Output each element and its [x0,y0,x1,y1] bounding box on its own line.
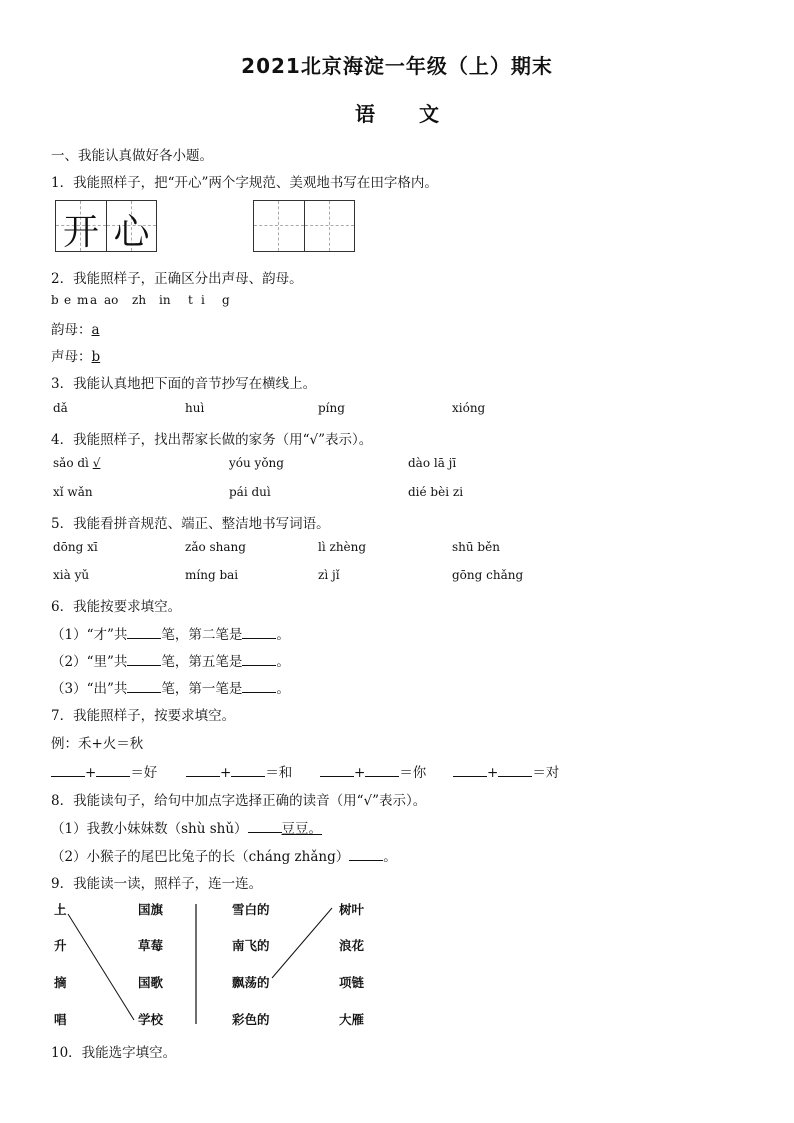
word-pinyin: gōng chǎng [452,568,524,582]
chore-item[interactable]: dié bèi zi [408,485,464,499]
chore-item[interactable]: pái duì [229,485,271,499]
match-word-col3[interactable]: 南飞的 [232,938,270,953]
check-mark: √ [92,456,101,470]
q7-equation: + ＝对 [453,761,559,781]
match-word-col1[interactable]: 升 [54,938,67,953]
word-pinyin: zǎo shang [185,540,246,554]
q5-text: 5．我能看拼音规范、端正、整洁地书写词语。 [51,516,330,532]
yunmu-line: 韵母：a [51,322,100,338]
q3-text: 3．我能认真地把下面的音节抄写在横线上。 [51,376,317,392]
q7-equation: + ＝好 [51,761,157,781]
letter-item: a [90,293,98,307]
shengmu-example: b [91,349,101,365]
chore-item[interactable]: xǐ wǎn [53,485,93,499]
subject-char-2: 文 [419,102,439,126]
subject-char-1: 语 [355,102,375,126]
syllable: xióng [452,401,486,415]
match-word-col3[interactable]: 彩色的 [232,1012,270,1027]
match-word-col1[interactable]: 上 [54,902,67,917]
match-word-col4[interactable]: 项链 [339,975,365,990]
q10-text: 10．我能选字填空。 [51,1045,177,1061]
word-pinyin: zì jǐ [318,568,340,582]
letter-item: b [51,293,59,307]
q6-item: （3）“出”共 笔，第一笔是 。 [51,681,290,697]
q2-text: 2．我能照样子，正确区分出声母、韵母。 [51,271,303,287]
page-title: 2021北京海淀一年级（上）期末 [241,54,553,78]
q6-item: （2）“里”共 笔，第五笔是 。 [51,654,290,670]
syllable: huì [185,401,205,415]
word-pinyin: shū běn [452,540,500,554]
q7-text: 7．我能照样子，按要求填空。 [51,708,236,724]
word-pinyin: míng bai [185,568,239,582]
letter-item: m [77,293,89,307]
chore-item[interactable]: dào lā jī [408,456,457,470]
word-pinyin: xià yǔ [53,568,90,582]
connect-line-example-2 [272,908,332,978]
match-word-col2[interactable]: 国旗 [138,902,164,917]
match-word-col2[interactable]: 草莓 [138,938,164,953]
match-word-col2[interactable]: 国歌 [138,975,164,990]
shengmu-line: 声母：b [51,349,101,365]
yunmu-example: a [91,322,100,338]
q7-equation: + ＝和 [186,761,292,781]
match-word-col1[interactable]: 摘 [54,975,67,990]
q7-example: 例：禾+火＝秋 [51,736,144,752]
q9-text: 9．我能读一读，照样子，连一连。 [51,876,263,892]
letter-item: ao [104,293,119,307]
syllable: dǎ [53,401,68,415]
match-word-col1[interactable]: 唱 [54,1012,67,1027]
connect-line-example-1 [68,914,134,1020]
match-word-col4[interactable]: 树叶 [339,902,365,917]
syllable: píng [318,401,345,415]
word-pinyin: lì zhèng [318,540,367,554]
q7-equation: + ＝你 [320,761,426,781]
letter-item: zh [132,293,147,307]
q6-text: 6．我能按要求填空。 [51,599,182,615]
letter-item: t [188,293,193,307]
chore-item[interactable]: yóu yǒng [229,456,284,470]
q8-sentence: （2）小猴子的尾巴比兔子的长（cháng zhǎng） 。 [51,849,397,865]
chore-item: sǎo dì √ [53,456,101,470]
example-char: 心 [113,212,150,253]
letter-item: i [201,293,205,307]
section-heading: 一、我能认真做好各小题。 [51,148,213,164]
match-word-col3[interactable]: 飘荡的 [232,975,270,990]
letter-item: in [159,293,171,307]
match-word-col3[interactable]: 雪白的 [232,902,270,917]
letter-item: e [64,293,72,307]
word-pinyin: dōng xī [53,540,98,554]
example-char: 开 [62,212,99,253]
letter-item: g [222,293,230,307]
match-word-col4[interactable]: 浪花 [339,938,365,953]
match-word-col2[interactable]: 学校 [138,1012,164,1027]
q8-text: 8．我能读句子，给句中加点字选择正确的读音（用“√”表示）。 [51,793,427,809]
match-word-col4[interactable]: 大雁 [339,1012,365,1027]
q4-text: 4．我能照样子，找出帮家长做的家务（用“√”表示）。 [51,432,373,448]
q1-text: 1．我能照样子，把“开心”两个字规范、美观地书写在田字格内。 [51,175,438,191]
q6-item: （1）“才”共 笔，第二笔是 。 [51,627,290,643]
q8-sentence: （1）我教小妹妹数（shù shǔ） 豆豆。 [51,821,323,837]
